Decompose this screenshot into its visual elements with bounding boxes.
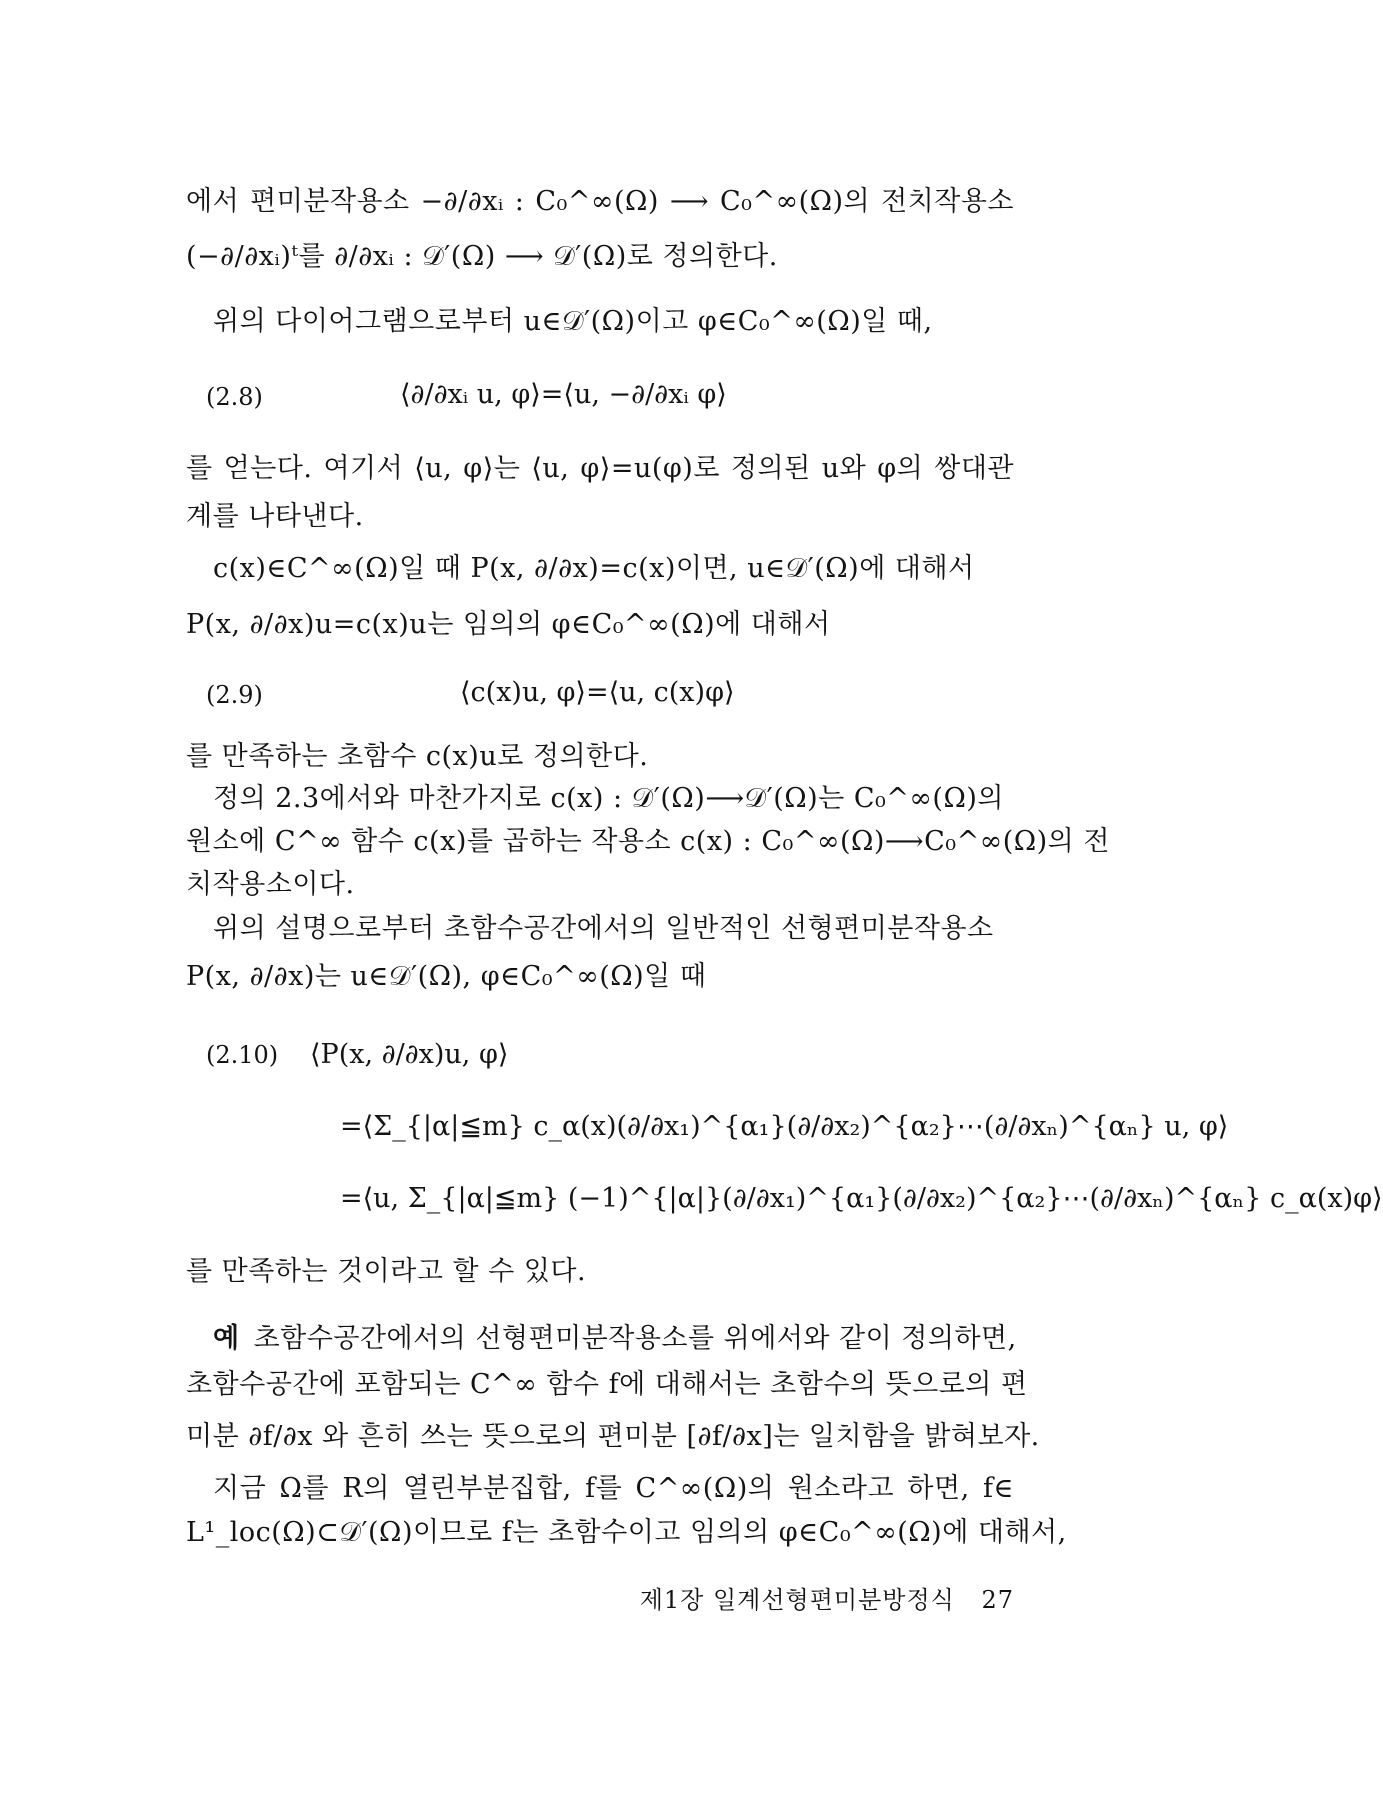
equation-number-2-8: (2.8) [206,383,263,411]
text-line-15 [186,1322,1017,1356]
text-line-12: 위의 설명으로부터 초함수공간에서의 일반적인 선형편미분작용소 [213,913,994,944]
equation-2-9: ⟨c(x)u, φ⟩=⟨u, c(x)φ⟩ [460,677,735,708]
text-line-17: 미분 ∂f/∂x 와 흔히 쓰는 뜻으로의 편미분 [∂f/∂x]는 일치함을 밝혀보자. [186,1421,1040,1452]
text-line-5: 계를 나타낸다. [186,501,364,532]
equation-2-8: ⟨∂/∂xᵢ u, φ⟩=⟨u, −∂/∂xᵢ φ⟩ [400,379,727,410]
text-line-19: L¹_loc(Ω)⊂𝒟′(Ω)이므로 f는 초함수이고 임의의 φ∈C₀^∞(Ω)에 대해서, [186,1517,1067,1548]
text-line-2: (−∂/∂xᵢ)ᵗ를 ∂/∂xᵢ : 𝒟′(Ω) ⟶ 𝒟′(Ω)로 정의한다. [186,241,778,272]
text-line-3: 위의 다이어그램으로부터 u∈𝒟′(Ω)이고 φ∈C₀^∞(Ω)일 때, [213,306,933,337]
text-line-6: c(x)∈C^∞(Ω)일 때 P(x, ∂/∂x)=c(x)이면, u∈𝒟′(Ω)에 대해서 [213,553,975,584]
text-line-16: 초함수공간에 포함되는 C^∞ 함수 f에 대해서는 초함수의 뜻으로의 편 [186,1369,1028,1400]
equation-number-2-9: (2.9) [206,681,263,709]
equation-2-10-line-3: =⟨u, Σ_{|α|≦m} (−1)^{|α|}(∂/∂x₁)^{α₁}(∂/∂x₂)^{α₂}⋯(∂/∂xₙ)^{αₙ} c_α(x)φ⟩ [340,1183,1383,1214]
equation-2-10-line-2: =⟨Σ_{|α|≦m} c_α(x)(∂/∂x₁)^{α₁}(∂/∂x₂)^{α₂}⋯(∂/∂xₙ)^{αₙ} u, φ⟩ [340,1111,1229,1142]
text-line-18: 지금 Ω를 R의 열린부분집합, f를 C^∞(Ω)의 원소라고 하면, f∈ [213,1473,1014,1504]
example-text: 초함수공간에서의 선형편미분작용소를 위에서와 같이 정의하면, [253,1323,1017,1354]
text-line-14: 를 만족하는 것이라고 할 수 있다. [186,1256,587,1287]
equation-2-10-line-1: ⟨P(x, ∂/∂x)u, φ⟩ [310,1039,509,1070]
text-line-13: P(x, ∂/∂x)는 u∈𝒟′(Ω), φ∈C₀^∞(Ω)일 때 [186,961,707,992]
text-line-11: 치작용소이다. [186,869,355,900]
chapter-title: 제1장 일계선형편미분방정식 [639,1586,955,1614]
equation-number-2-10: (2.10) [206,1041,279,1069]
text-line-9: 정의 2.3에서와 마찬가지로 c(x) : 𝒟′(Ω)⟶𝒟′(Ω)는 C₀^∞(Ω)의 [213,783,1004,814]
text-line-7: P(x, ∂/∂x)u=c(x)u는 임의의 φ∈C₀^∞(Ω)에 대해서 [186,609,831,640]
page-number: 27 [981,1586,1014,1614]
text-line-10: 원소에 C^∞ 함수 c(x)를 곱하는 작용소 c(x) : C₀^∞(Ω)⟶C₀^∞(Ω)의 전 [186,826,1110,857]
text-line-4: 를 얻는다. 여기서 ⟨u, φ⟩는 ⟨u, φ⟩=u(φ)로 정의된 u와 φ의 쌍대관 [186,453,1014,484]
page-footer [0,1580,1014,1615]
text-line-1: 에서 편미분작용소 −∂/∂xᵢ : C₀^∞(Ω) ⟶ C₀^∞(Ω)의 전치작용소 [186,186,1014,217]
text-line-8: 를 만족하는 초함수 c(x)u로 정의한다. [186,741,649,772]
example-label: 예 [213,1323,240,1354]
